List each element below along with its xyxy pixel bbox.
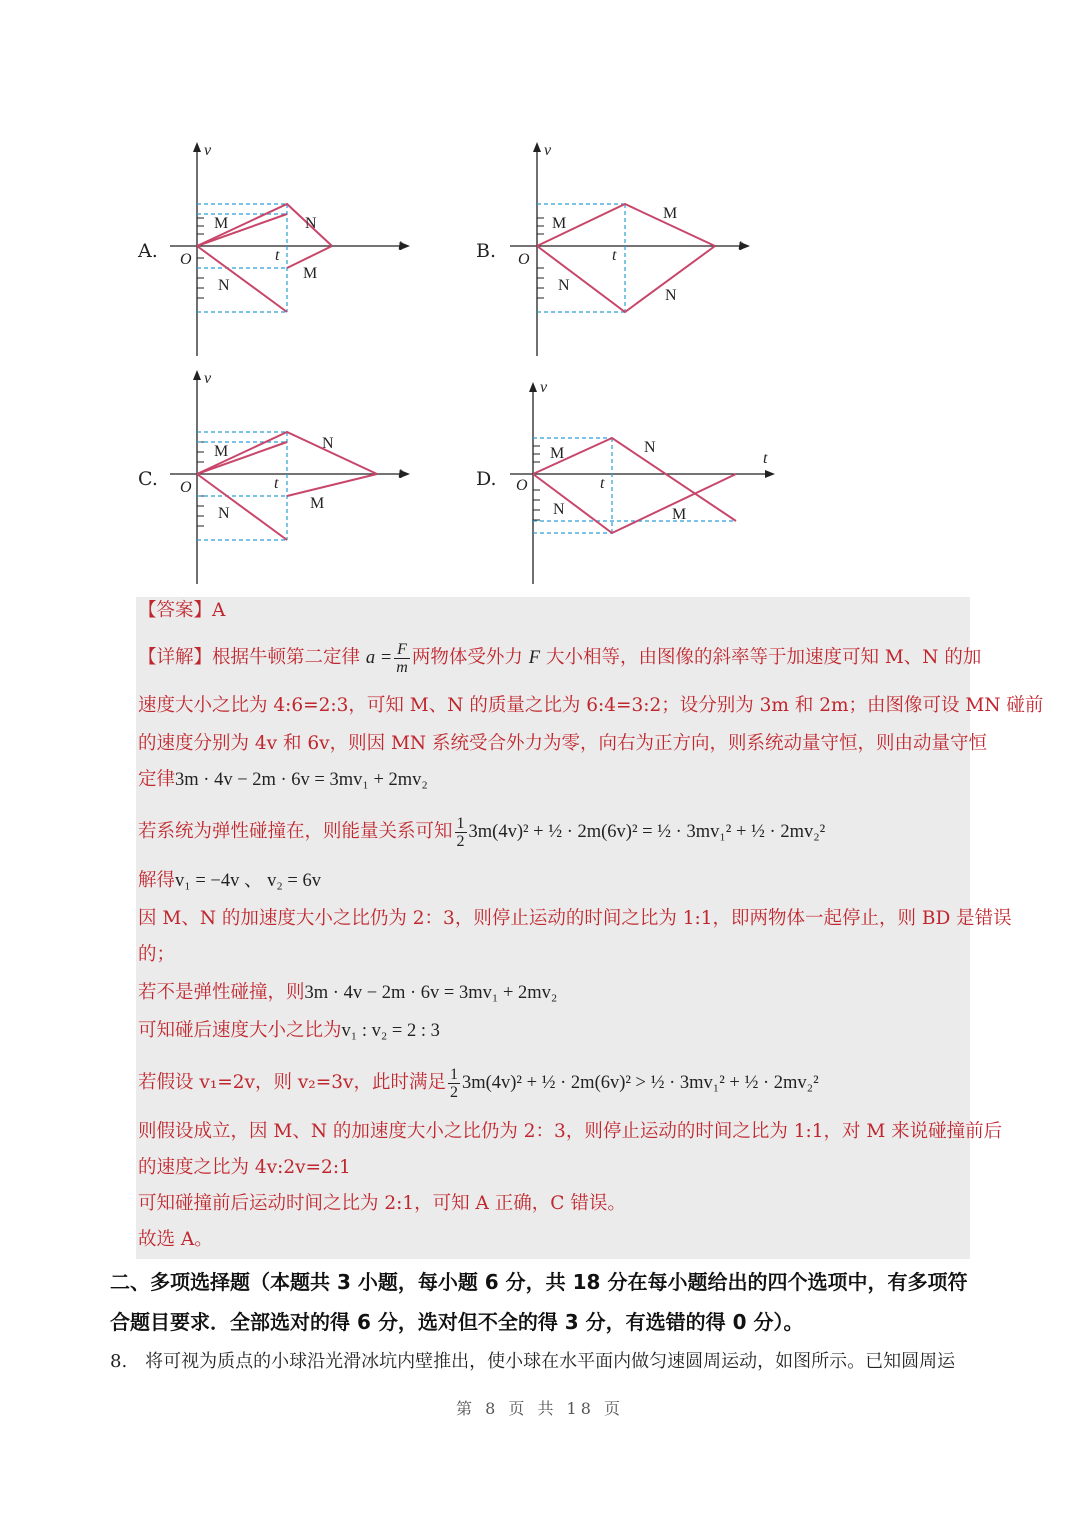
page-number-footer: 第 8 页 共 18 页 [456, 1399, 624, 1418]
svg-text:O: O [516, 477, 528, 494]
detail-line-4: 定律3m · 4v − 2m · 6v = 3mv₁ + 2mv₂ [138, 769, 428, 790]
curve-n-lower [197, 246, 287, 312]
svg-text:O: O [518, 251, 530, 268]
svg-text:M: M [303, 265, 318, 282]
fraction-f-over-m: $\frac{F}{m}$ [396, 640, 408, 676]
svg-text:t: t [274, 475, 279, 492]
detail-line-14: 可知碰撞前后运动时间之比为 2:1，可知 A 正确，C 错误。 [138, 1193, 626, 1214]
v-axis-arrow-icon [529, 382, 537, 392]
svg-text:N: N [305, 215, 317, 232]
t-axis-arrow-icon [765, 470, 775, 478]
detail-line-7: 因 M、N 的加速度大小之比仍为 2：3，则停止运动的时间之比为 1:1，即两物体一起停止，则 BD 是错误 [138, 908, 1012, 929]
svg-text:M: M [672, 506, 687, 523]
svg-text:N: N [644, 439, 656, 456]
svg-text:N: N [558, 277, 570, 294]
detail-line-15: 故选 A。 [138, 1229, 213, 1250]
v-axis-arrow-icon [193, 142, 201, 152]
v-axis-arrow-icon [193, 370, 201, 380]
detail-line-11: 若假设 v₁=2v，则 v₂=3v，此时满足 $\frac{1}{2}$ 3m(4v)² + ½ · 2m(6v)² > ½ · 3mv₁² + ½ · 2mv₂² [138, 1065, 819, 1101]
detail-line-3: 的速度分别为 4v 和 6v，则因 MN 系统受合外力为零，向右为正方向，则系统动量守恒，则由动量守恒 [138, 733, 987, 754]
detail-line-8: 的； [138, 944, 176, 965]
section-title-line-1: 二、多项选择题（本题共 3 小题，每小题 6 分，共 18 分在每小题给出的四个选项中，有多项符 [110, 1270, 968, 1294]
detail-line-1 [138, 636, 981, 680]
svg-text:t: t [738, 237, 743, 254]
answer-tag: 【答案】A [138, 600, 226, 621]
energy-inequality: 3m(4v)² + ½ · 2m(6v)² > ½ · 3mv₁² + ½ · 2mv₂² [461, 1073, 819, 1093]
detail-line-9: 若不是弹性碰撞，则3m · 4v − 2m · 6v = 3mv₁ + 2mv₂ [138, 982, 558, 1003]
detail-line-12: 则假设成立，因 M、N 的加速度大小之比仍为 2：3，则停止运动的时间之比为 1:1，对 M 来说碰撞前后 [138, 1121, 1003, 1142]
svg-text:t: t [763, 450, 768, 467]
svg-text:t: t [398, 465, 403, 482]
option-b-label: B. [476, 240, 497, 262]
momentum-equation-2: 3m · 4v − 2m · 6v = 3mv₁ + 2mv₂ [304, 983, 558, 1003]
svg-text:N: N [322, 435, 334, 452]
svg-text:M: M [552, 215, 567, 232]
detail-text: 两物体受外力 [411, 647, 523, 668]
svg-text:v: v [540, 379, 548, 396]
graph-option-b [500, 138, 760, 363]
section-title-line-2: 合题目要求．全部选对的得 6 分，选对但不全的得 3 分，有选错的得 0 分）。 [110, 1310, 804, 1334]
svg-text:N: N [665, 287, 677, 304]
svg-text:t: t [398, 237, 403, 254]
detail-line-5: 若系统为弹性碰撞在，则能量关系可知 $\frac{1}{2}$ 3m(4v)² + ½ · 2m(6v)² = ½ · 3mv₁² + ½ · 2mv₂² [138, 814, 826, 850]
question-8-text: 8. 将可视为质点的小球沿光滑冰坑内壁推出，使小球在水平面内做匀速圆周运动，如图所示。已知圆周运 [110, 1351, 956, 1372]
detail-line-2: 速度大小之比为 4:6=2:3，可知 M、N 的质量之比为 6:4=3:2；设分别为 3m 和 2m；由图像可设 MN 碰前 [138, 695, 1044, 716]
svg-text:t: t [600, 475, 605, 492]
svg-text:v: v [544, 142, 552, 159]
option-d-label: D. [476, 468, 497, 490]
graph-option-a [160, 138, 420, 363]
option-c-label: C. [138, 468, 158, 490]
detail-text: 根据牛顿第二定律 [212, 647, 361, 668]
momentum-equation: 3m · 4v − 2m · 6v = 3mv₁ + 2mv₂ [175, 770, 428, 790]
svg-text:M: M [310, 495, 325, 512]
energy-equation: 3m(4v)² + ½ · 2m(6v)² = ½ · 3mv₁² + ½ · 2mv₂² [468, 822, 826, 842]
svg-text:N: N [218, 277, 230, 294]
svg-text:N: N [218, 505, 230, 522]
svg-text:O: O [180, 479, 192, 496]
detail-tag: 【详解】 [138, 647, 213, 668]
force-symbol: F [528, 648, 541, 668]
svg-text:v: v [204, 370, 212, 387]
svg-text:t: t [275, 247, 280, 264]
detail-text: 大小相等，由图像的斜率等于加速度可知 M、N 的加 [545, 647, 982, 668]
svg-text:N: N [553, 501, 565, 518]
option-a-label: A. [138, 240, 158, 262]
detail-line-10: 可知碰后速度大小之比为v₁ : v₂ = 2 : 3 [138, 1020, 440, 1041]
svg-text:M: M [214, 215, 229, 232]
v-axis-arrow-icon [533, 142, 541, 152]
svg-text:O: O [180, 251, 192, 268]
svg-text:v: v [204, 142, 212, 159]
svg-text:M: M [663, 205, 678, 222]
detail-line-6: 解得v₁ = −4v 、 v₂ = 6v [138, 870, 321, 891]
svg-text:M: M [214, 443, 229, 460]
graph-option-d [500, 366, 790, 591]
svg-text:t: t [612, 247, 617, 264]
detail-line-13: 的速度之比为 4v:2v=2:1 [138, 1157, 351, 1178]
newton-formula: a = [365, 648, 393, 668]
solution-equation: v₁ = −4v 、 v₂ = 6v [175, 871, 321, 891]
svg-text:M: M [550, 445, 565, 462]
velocity-ratio: v₁ : v₂ = 2 : 3 [341, 1021, 440, 1041]
graph-option-c [160, 366, 420, 591]
